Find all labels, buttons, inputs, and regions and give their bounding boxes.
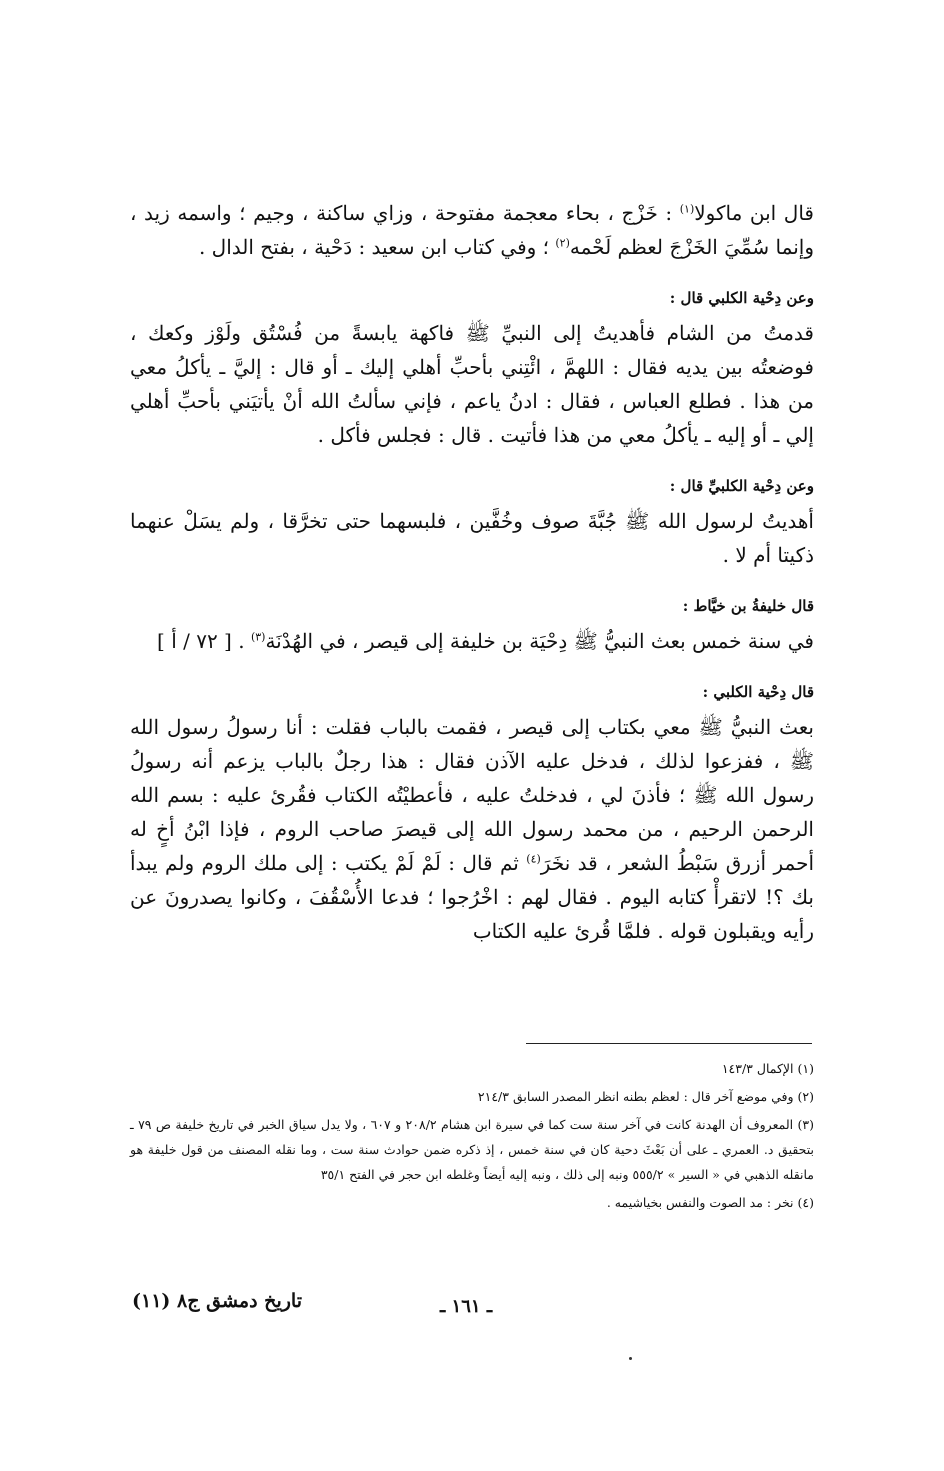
footnote-ref-2[interactable]: (٢) (555, 236, 570, 250)
section-heading: وعن دِحْية الكلبي قال : (669, 289, 814, 307)
footnote-ref-3[interactable]: (٣) (250, 630, 266, 644)
book-title: تاريخ دمشق ج٨ (١١) (132, 1290, 302, 1312)
paragraph-text: في سنة خمس بعث النبيُّ ﷺ دِحْيَة بن خليفة إلى قيصر ، في الهُدْنَة (265, 629, 814, 653)
footnote-2: (٢) وفي موضع آخر قال : لعظم بطنه انظر المصدر السابق ٢١٤/٣ (477, 1089, 814, 1104)
paragraph-jubba: أهديتُ لرسول الله ﷺ جُبَّةَ صوف وخُفَّين ، فلبسهما حتى تخرَّقا ، ولم يسَلْ عنهما ذكيتا أم لا . (130, 509, 814, 567)
paragraph-text: ثم قال : لَمْ لَمْ يكتب : إلى ملك الروم ولم يبدأ بك ؟! لاتقرأْ كتابه اليوم . فقال لهم : اخْرُجوا ؛ فدعا الأُسْقُفَ ، وكانوا يصدرونَ عن رأيه ويقبلون قوله . فلمَّا قُرئ عليه الكتاب (130, 851, 814, 943)
footnote-divider (526, 1043, 812, 1044)
section-heading: وعن دِحْية الكلبيِّ قال : (669, 477, 814, 495)
footnote-ref-4[interactable]: (٤) (526, 852, 541, 866)
scan-speck (629, 1357, 632, 1360)
paragraph-text: قال ابن ماكولا (694, 201, 814, 225)
paragraph-text: بعث النبيُّ ﷺ معي بكتاب إلى قيصر ، فقمت بالباب فقلت : أنا رسولُ رسول الله ﷺ ، ففزعوا لذلك ، فدخل عليه الآذن فقال : هذا رجلٌ بالباب يزعم أنه رسولُ رسول الله ﷺ ؛ فأذنَ لي ، فدخلتُ عليه ، فأعطيْتُه الكتاب فقُرئ عليه : بسم الله الرحمن الرحيم ، من محمد رسول الله إلى قيصرَ صاحب الروم ، فإذا ابْنُ أخٍ له أحمر أزرق سَبْطُ الشعر ، قد نخَرَ (130, 715, 814, 875)
footnote-ref-1[interactable]: (١) (679, 202, 695, 216)
main-text (130, 196, 814, 948)
paragraph-khalifa (130, 624, 814, 658)
paragraph-text: ؛ وفي كتاب ابن سعيد : دَحْية ، بفتح الدال . (198, 235, 556, 259)
section-heading: قال خليفةُ بن خيَّاط : (682, 597, 814, 615)
paragraph-text: . [ ٧٢ / أ ] (157, 629, 251, 653)
paragraph-fruit: قدمتُ من الشام فأهديتُ إلى النبيِّ ﷺ فاكهة يابسةً من فُسْتُق ولَوْز وكعك ، فوضعتُه بين يديه فقال : اللهمَّ ، ائْتِني بأحبِّ أهلي إليك ـ أو قال : إليَّ ـ يأكلُ معي من هذا . فطلع العباس ، فقال : ادنُ ياعم ، فإني سألتُ الله أنْ يأتيَني بأحبِّ أهلي إلي ـ أو إليه ـ يأكلُ معي من هذا فأتيت . قال : فجلس فأكل . (130, 321, 814, 447)
footnote-1: (١) الإكمال ١٤٣/٣ (721, 1061, 814, 1076)
footnote-3: (٣) المعروف أن الهدنة كانت في آخر سنة ست كما في سيرة ابن هشام ٢٠٨/٢ و ٦٠٧ ، ولا يدل سياق الخبر في تاريخ خليفة ص ٧٩ ـ بتحقيق د. العمري ـ على أن بَعْثَ دحية كان في سنة خمس ، إذ ذكره ضمن حوادث سنة ست ، وما نقله المصنف من قول خليفة هو مانقله الذهبي في « السير » ٥٥٥/٢ ونبه إلى ذلك ، ونبه إليه أيضاً وغلطه ابن حجر في الفتح ٣٥/١ (130, 1117, 814, 1182)
footnotes (130, 1056, 814, 1215)
paragraph-text: : خَزْج ، بحاء معجمة مفتوحة ، وزاي ساكنة ، وجيم ؛ واسمه زيد ، وإنما سُمِّيَ الخَزْجَ لعظم لَحْمه (130, 201, 814, 259)
footnote-4: (٤) نخر : مد الصوت والنفس بخياشيمه . (606, 1195, 814, 1210)
page-number: ـ ١٦١ ـ (440, 1296, 493, 1317)
section-heading: قال دِحْية الكلبي : (702, 683, 814, 701)
paragraph-makula (130, 196, 814, 264)
paragraph-qaysar (130, 710, 814, 948)
